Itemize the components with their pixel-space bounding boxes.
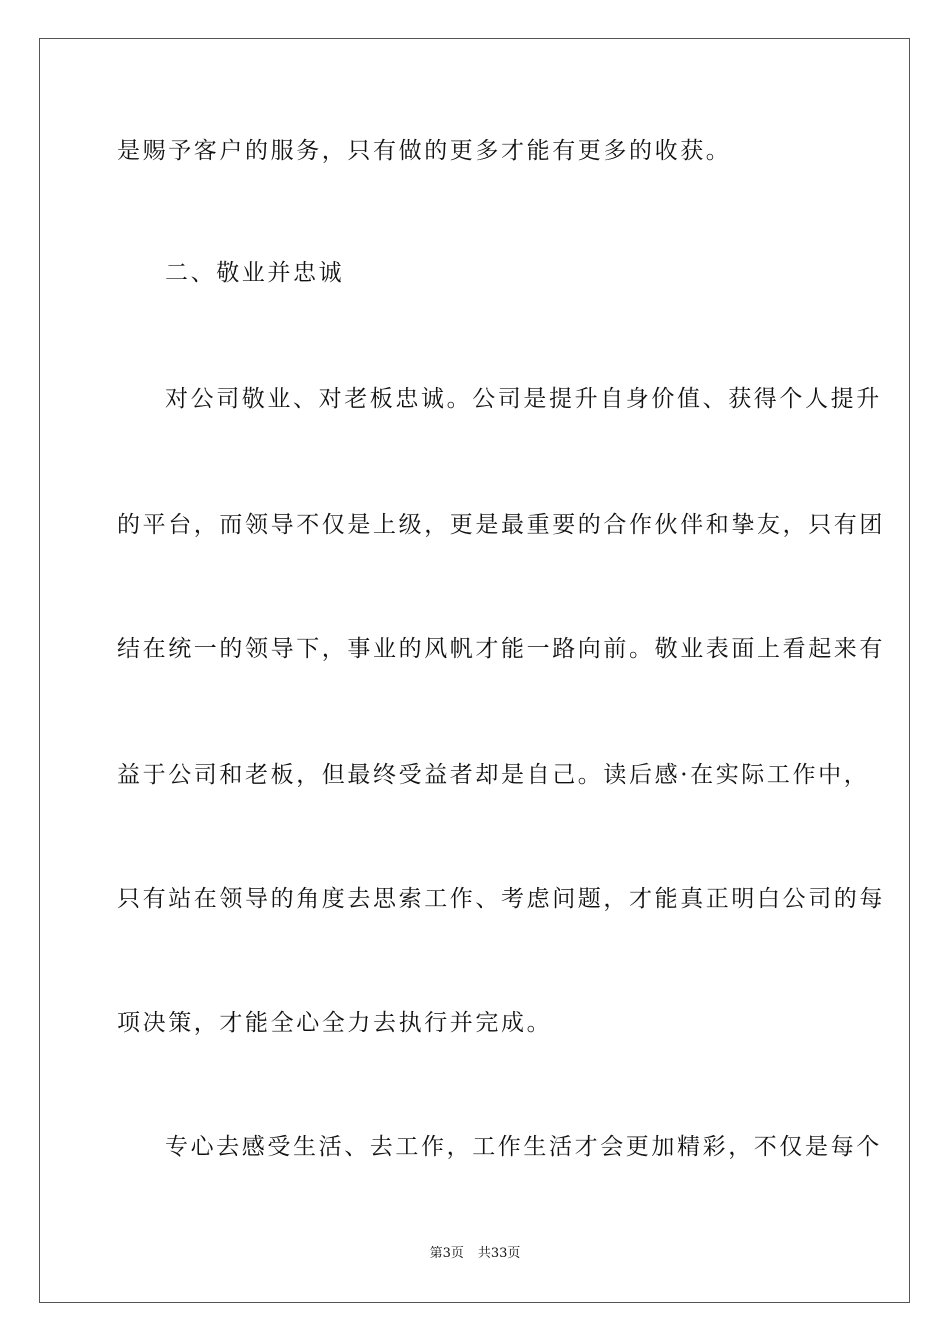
section-heading: 二、敬业并忠诚 <box>165 260 345 286</box>
body-line-8: 项决策，才能全心全力去执行并完成。 <box>117 1010 553 1036</box>
body-line-3: 对公司敬业、对老板忠诚。公司是提升自身价值、获得个人提升 <box>165 386 882 412</box>
body-line-5: 结在统一的领导下，事业的风帆才能一路向前。敬业表面上看起来有 <box>117 636 885 662</box>
body-line-7: 只有站在领导的角度去思索工作、考虑问题，才能真正明白公司的每 <box>117 886 885 912</box>
body-line-6: 益于公司和老板，但最终受益者却是自己。读后感·在实际工作中， <box>117 762 870 788</box>
body-line-9: 专心去感受生活、去工作，工作生活才会更加精彩，不仅是每个 <box>165 1134 882 1160</box>
page-footer <box>0 1245 950 1263</box>
page-border <box>39 38 910 1303</box>
page-number: 第3页 <box>429 1246 464 1261</box>
body-line-1: 是赐予客户的服务，只有做的更多才能有更多的收获。 <box>117 138 732 164</box>
page-total: 共33页 <box>477 1246 521 1261</box>
body-line-4: 的平台，而领导不仅是上级，更是最重要的合作伙伴和挚友，只有团 <box>117 512 885 538</box>
